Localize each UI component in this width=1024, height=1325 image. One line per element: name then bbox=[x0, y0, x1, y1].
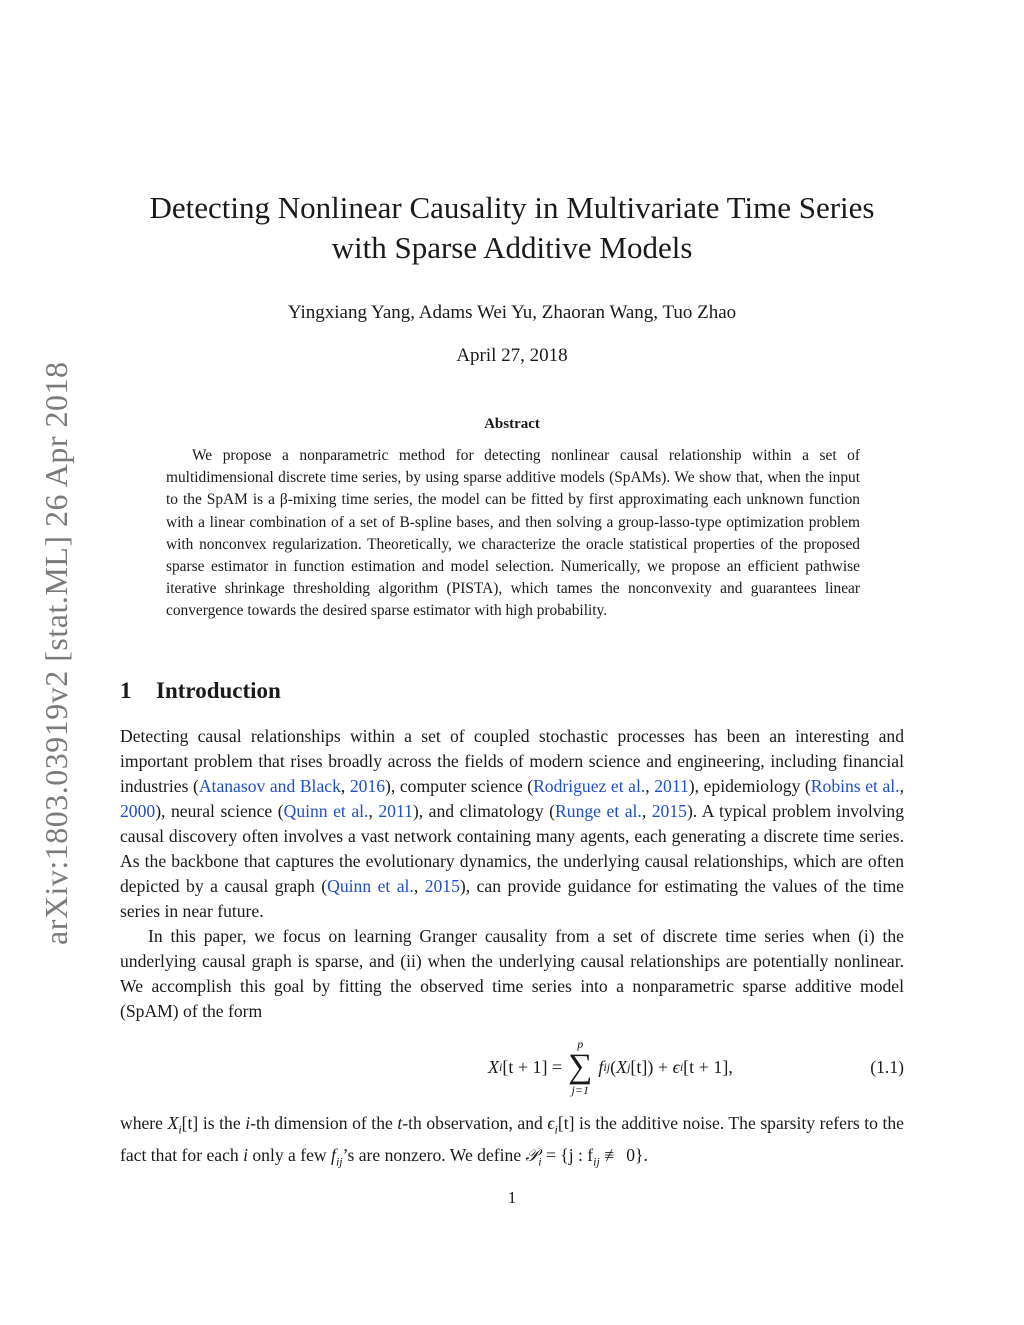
abstract-body: We propose a nonparametric method for detecting nonlinear causal relationship within a set of multidimensional discrete time series, by using sparse additive models (SpAMs). We show that, when the input to the SpAM is a β-mixing time series, the model can be fitted by first approximating each unknown function with a linear combination of a set of B-spline bases, and then solving a group-lasso-type optimization problem with nonconvex regularization. Theoretically, we characterize the oracle statistical properties of the proposed sparse estimator in function estimation and model selection. Numerically, we propose an efficient pathwise iterative shrinkage thresholding algorithm (PISTA), which tames the nonconvexity and guarantees linear convergence towards the desired sparse estimator with high probability. bbox=[166, 447, 860, 620]
title-line-2: with Sparse Additive Models bbox=[331, 230, 693, 265]
paper-title bbox=[0, 188, 1024, 268]
citation-link[interactable]: Atanasov and Black, 2016 bbox=[198, 776, 386, 796]
author-list: Yingxiang Yang, Adams Wei Yu, Zhaoran Wang, Tuo Zhao bbox=[287, 302, 737, 323]
summation: p ∑ j=1 bbox=[568, 1037, 593, 1097]
citation-link[interactable]: Quinn et al., 2015 bbox=[327, 876, 460, 896]
equation-body: X i [t + 1] = p ∑ j=1 f ij ( X j [t]) + ϵ i [t + 1], bbox=[488, 1037, 733, 1097]
section-heading bbox=[120, 676, 281, 706]
page-number: 1 bbox=[507, 1188, 517, 1207]
intro-paragraph-1 bbox=[120, 724, 904, 924]
equation-1-1 bbox=[120, 1035, 904, 1099]
intro-paragraph-3: where $X_i[t]$ is the i-th dimension of the t-th observation, and $\epsilon_i[t]$ is the additive noise. The sparsity refers to the fact that for each i only a few $f_{ij}’s$ are nonzero. We define 𝒫$_i$ = {j : $f_{ij}$ ≢ 0}. bbox=[120, 1113, 904, 1169]
publication-date: April 27, 2018 bbox=[456, 345, 568, 366]
abstract-heading: Abstract bbox=[484, 416, 540, 432]
arxiv-identifier: arXiv:1803.03919v2 [stat.ML] 26 Apr 2018 bbox=[38, 361, 74, 945]
text-run: ), and climatology ( bbox=[412, 801, 556, 821]
text-run: ), neural science ( bbox=[155, 801, 284, 821]
section-number: 1 bbox=[120, 678, 132, 703]
citation-link[interactable]: Quinn et al., 2011 bbox=[283, 801, 413, 821]
text-run: ). A typical problem involving causal discovery often involves a vast network containing many agents, each generating a discrete time series. As the backbone that captures the evolutionary dynamics, the underlying causal relationships, which are often depicted by a causal graph ( bbox=[120, 801, 905, 896]
text-run: ), epidemiology ( bbox=[688, 776, 811, 796]
citation-link[interactable]: Robins et al., 2000 bbox=[120, 776, 904, 821]
title-line-1: Detecting Nonlinear Causality in Multivariate Time Series bbox=[149, 190, 875, 225]
section-title: Introduction bbox=[156, 678, 281, 703]
intro-paragraph-2: In this paper, we focus on learning Granger causality from a set of discrete time series when (i) the underlying causal graph is sparse, and (ii) when the underlying causal relationships are potentially nonlinear. We accomplish this goal by fitting the observed time series into a nonparametric sparse additive model (SpAM) of the form bbox=[120, 926, 904, 1021]
text-run: ), computer science ( bbox=[385, 776, 534, 796]
citation-link[interactable]: Rodriguez et al., 2011 bbox=[533, 776, 689, 796]
citation-link[interactable]: Runge et al., 2015 bbox=[555, 801, 687, 821]
equation-number: (1.1) bbox=[870, 1056, 904, 1077]
text-run: Detecting causal relationships within a set of coupled stochastic processes has been an interesting and important problem that rises broadly across the fields of modern science and engineering, including financial industries ( bbox=[120, 726, 904, 796]
text-run: ), can provide guidance for estimating the values of the time series in near future. bbox=[120, 876, 904, 921]
